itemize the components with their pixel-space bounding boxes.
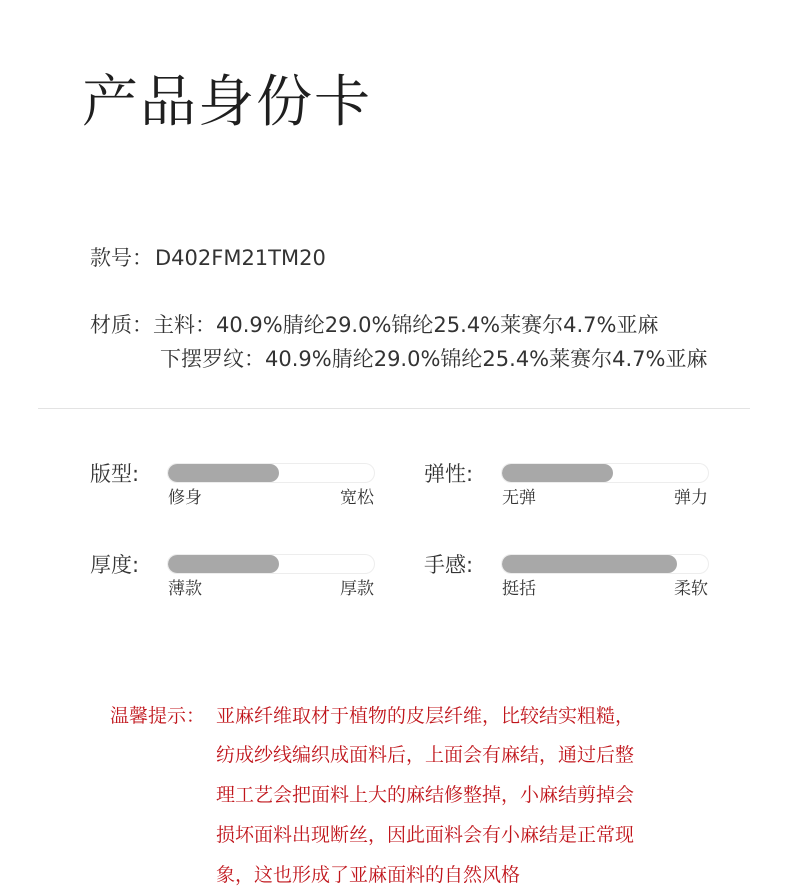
attribute-fit: [90, 460, 380, 520]
attribute-max-label: 宽松: [340, 488, 374, 508]
style-number-row: [90, 243, 326, 273]
attribute-elasticity: [424, 460, 714, 520]
attribute-min-label: 无弹: [502, 488, 536, 508]
attribute-track: [502, 555, 708, 573]
page-title: 产品身份卡: [82, 70, 372, 135]
attribute-thickness: [90, 551, 380, 611]
attribute-fill: [168, 555, 279, 573]
tip-line: 损坏面料出现断丝，因此面料会有小麻结是正常现: [216, 824, 635, 846]
attribute-track: [168, 555, 374, 573]
material-rib: 下摆罗纹：40.9%腈纶29.0%锦纶25.4%莱赛尔4.7%亚麻: [160, 347, 708, 371]
attribute-fill: [502, 555, 677, 573]
attribute-min-label: 修身: [168, 488, 202, 508]
attribute-label: 手感:: [424, 553, 474, 577]
attribute-max-label: 厚款: [340, 579, 374, 599]
attribute-max-label: 柔软: [674, 579, 708, 599]
attribute-hand-feel: [424, 551, 714, 611]
attribute-fill: [502, 464, 613, 482]
attribute-max-label: 弹力: [674, 488, 708, 508]
attribute-label: 厚度:: [90, 553, 140, 577]
attribute-track: [168, 464, 374, 482]
tip-line: 象，这也形成了亚麻面料的自然风格: [216, 864, 521, 886]
tip-label: 温馨提示：: [110, 705, 206, 727]
attribute-min-label: 挺括: [502, 579, 536, 599]
attribute-fill: [168, 464, 279, 482]
attribute-label: 弹性:: [424, 462, 474, 486]
tip-line: 理工艺会把面料上大的麻结修整掉，小麻结剪掉会: [216, 784, 635, 806]
tip-line: 亚麻纤维取材于植物的皮层纤维，比较结实粗糙，: [216, 705, 635, 727]
section-divider: [38, 408, 750, 409]
style-number-label: 款号：: [90, 246, 153, 270]
tip-line: 纺成纱线编织成面料后，上面会有麻结，通过后整: [216, 744, 635, 766]
attribute-track: [502, 464, 708, 482]
attribute-label: 版型:: [90, 462, 140, 486]
material-row: [90, 310, 659, 340]
attribute-min-label: 薄款: [168, 579, 202, 599]
material-label: 材质：: [90, 313, 153, 337]
style-number-value: D402FM21TM20: [155, 246, 326, 270]
material-main: 主料：40.9%腈纶29.0%锦纶25.4%莱赛尔4.7%亚麻: [153, 313, 659, 337]
